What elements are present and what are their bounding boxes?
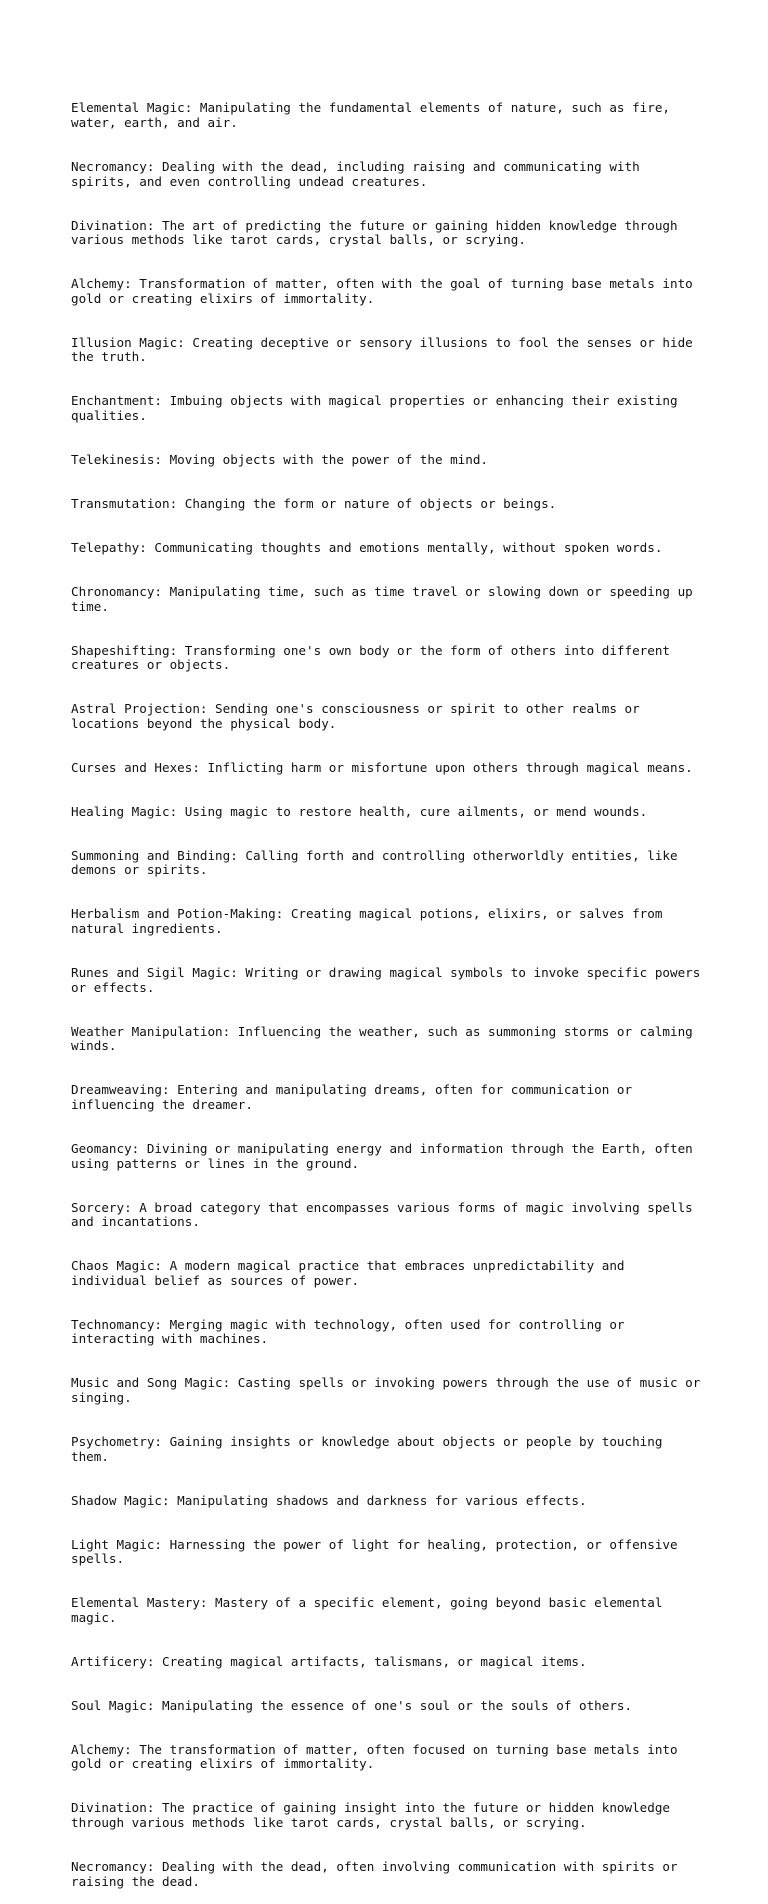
- entry-elemental-magic: Elemental Magic: Manipulating the fundamental elements of nature, such as fire, water, earth, and air.: [71, 100, 670, 130]
- entry-healing-magic: Healing Magic: Using magic to restore health, cure ailments, or mend wounds.: [71, 803, 648, 819]
- entry-music-and-song-magic: Music and Song Magic: Casting spells or invoking powers through the use of music or singing.: [71, 1375, 701, 1406]
- entry-chaos-magic: Chaos Magic: A modern magical practice that embraces unpredictability and individual belief as sources of power.: [71, 1258, 625, 1288]
- entry-telekinesis: Telekinesis: Moving objects with the power of the mind.: [71, 452, 489, 468]
- entry-soul-magic: Soul Magic: Manipulating the essence of one's soul or the souls of others.: [71, 1697, 633, 1713]
- entry-transmutation: Transmutation: Changing the form or nature of objects or beings.: [71, 496, 557, 512]
- entry-dreamweaving: Dreamweaving: Entering and manipulating dreams, often for communication or influencing the dreamer.: [71, 1082, 633, 1112]
- entry-astral-projection: Astral Projection: Sending one's consciousness or spirit to other realms or locations beyond the physical body.: [71, 701, 640, 731]
- entry-geomancy: Geomancy: Divining or manipulating energy and information through the Earth, often using patterns or lines in the ground.: [71, 1140, 693, 1171]
- entry-divination: Divination: The art of predicting the future or gaining hidden knowledge through various methods like tarot cards, crystal balls, or scrying.: [71, 217, 678, 248]
- entry-chronomancy: Chronomancy: Manipulating time, such as time travel or slowing down or speeding up time.: [71, 583, 693, 614]
- entry-psychometry: Psychometry: Gaining insights or knowledge about objects or people by touching them.: [71, 1434, 663, 1464]
- entry-shapeshifting: Shapeshifting: Transforming one's own body or the form of others into different creatures or objects.: [71, 642, 670, 673]
- entry-shadow-magic: Shadow Magic: Manipulating shadows and darkness for various effects.: [71, 1492, 587, 1508]
- entry-summoning-and-binding: Summoning and Binding: Calling forth and controlling otherworldly entities, like demons or spirits.: [71, 847, 678, 878]
- document-page: [71, 72, 711, 1904]
- entry-light-magic: Light Magic: Harnessing the power of light for healing, protection, or offensive spells.: [71, 1536, 678, 1567]
- entry-runes-and-sigil-magic: Runes and Sigil Magic: Writing or drawing magical symbols to invoke specific powers or effects.: [71, 965, 701, 995]
- entry-necromancy: Necromancy: Dealing with the dead, including raising and communicating with spirits, and even controlling undead creatures.: [71, 158, 640, 189]
- entry-divination-2: Divination: The practice of gaining insight into the future or hidden knowledge through various methods like tarot cards, crystal balls, or scrying.: [71, 1800, 670, 1831]
- entry-herbalism-and-potion-making: Herbalism and Potion-Making: Creating magical potions, elixirs, or salves from natural ingredients.: [71, 906, 663, 937]
- entry-sorcery: Sorcery: A broad category that encompasses various forms of magic involving spells and incantations.: [71, 1199, 693, 1230]
- entry-illusion-magic: Illusion Magic: Creating deceptive or sensory illusions to fool the senses or hide the truth.: [71, 334, 693, 365]
- entry-curses-and-hexes: Curses and Hexes: Inflicting harm or misfortune upon others through magical means.: [71, 759, 693, 775]
- entry-elemental-mastery: Elemental Mastery: Mastery of a specific element, going beyond basic elemental magic.: [71, 1595, 663, 1625]
- entry-enchantment: Enchantment: Imbuing objects with magical properties or enhancing their existing qualities.: [71, 393, 678, 424]
- entry-weather-manipulation: Weather Manipulation: Influencing the weather, such as summoning storms or calming winds.: [71, 1023, 693, 1054]
- entry-alchemy: Alchemy: Transformation of matter, often with the goal of turning base metals into gold or creating elixirs of immortality.: [71, 276, 693, 306]
- entry-telepathy: Telepathy: Communicating thoughts and emotions mentally, without spoken words.: [71, 540, 663, 555]
- entry-technomancy: Technomancy: Merging magic with technology, often used for controlling or interacting with machines.: [71, 1316, 625, 1347]
- entry-artificery: Artificery: Creating magical artifacts, talismans, or magical items.: [71, 1653, 587, 1669]
- entry-alchemy-2: Alchemy: The transformation of matter, often focused on turning base metals into gold or creating elixirs of immortality.: [71, 1741, 678, 1772]
- entry-necromancy-2: Necromancy: Dealing with the dead, often involving communication with spirits or raising the dead.: [71, 1859, 678, 1889]
